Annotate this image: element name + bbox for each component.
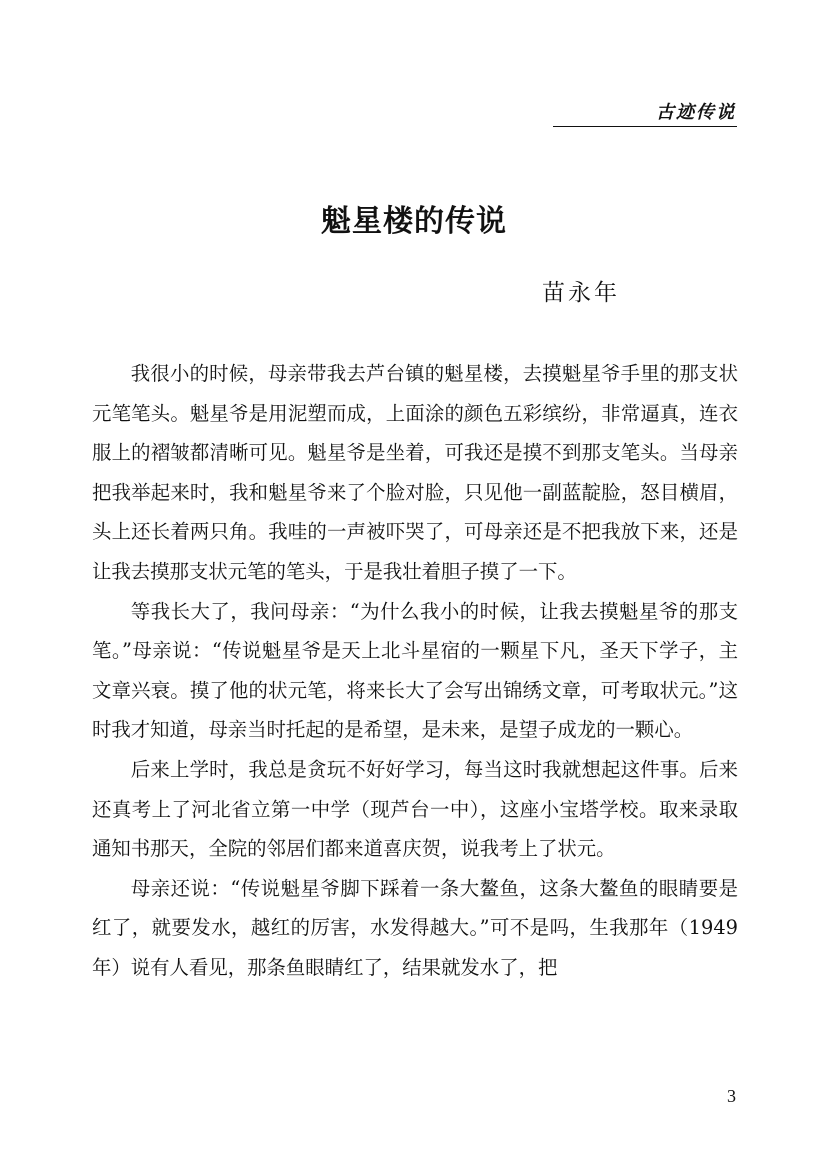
page-number: 3 [727, 1086, 736, 1106]
article-author: 苗永年 [542, 280, 620, 306]
header-rule [553, 126, 737, 127]
paragraph: 后来上学时，我总是贪玩不好好学习，每当这时我就想起这件事。后来还真考上了河北省立第一中学（现芦台一中），这座小宝塔学校。取来录取通知书那天，全院的邻居们都来道喜庆贺，说我考上了状元。 [92, 757, 738, 861]
article-body [92, 354, 738, 988]
paragraph: 等我长大了，我问母亲：“为什么我小的时候，让我去摸魁星爷的那支笔。”母亲说：“传说魁星爷是天上北斗星宿的一颗星下凡，圣天下学子，主文章兴衰。摸了他的状元笔，将来长大了会写出锦绣文章，可考取状元。”这时我才知道，母亲当时托起的是希望，是未来，是望子成龙的一颗心。 [92, 599, 738, 742]
running-header-section-label: 古迹传说 [656, 102, 736, 123]
article-title: 魁星楼的传说 [321, 204, 507, 239]
paragraph: 我很小的时候，母亲带我去芦台镇的魁星楼，去摸魁星爷手里的那支状元笔笔头。魁星爷是用泥塑而成，上面涂的颜色五彩缤纷，非常逼真，连衣服上的褶皱都清晰可见。魁星爷是坐着，可我还是摸不到那支笔头。当母亲把我举起来时，我和魁星爷来了个脸对脸，只见他一副蓝靛脸，怒目横眉，头上还长着两只角。我哇的一声被吓哭了，可母亲还是不把我放下来，还是让我去摸那支状元笔的笔头，于是我壮着胆子摸了一下。 [92, 362, 738, 583]
paragraph: 母亲还说：“传说魁星爷脚下踩着一条大鳌鱼，这条大鳌鱼的眼睛要是红了，就要发水，越红的厉害，水发得越大。”可不是吗，生我那年（1949 年）说有人看见，那条鱼眼睛红了，结果就发水了，把 [92, 876, 738, 979]
